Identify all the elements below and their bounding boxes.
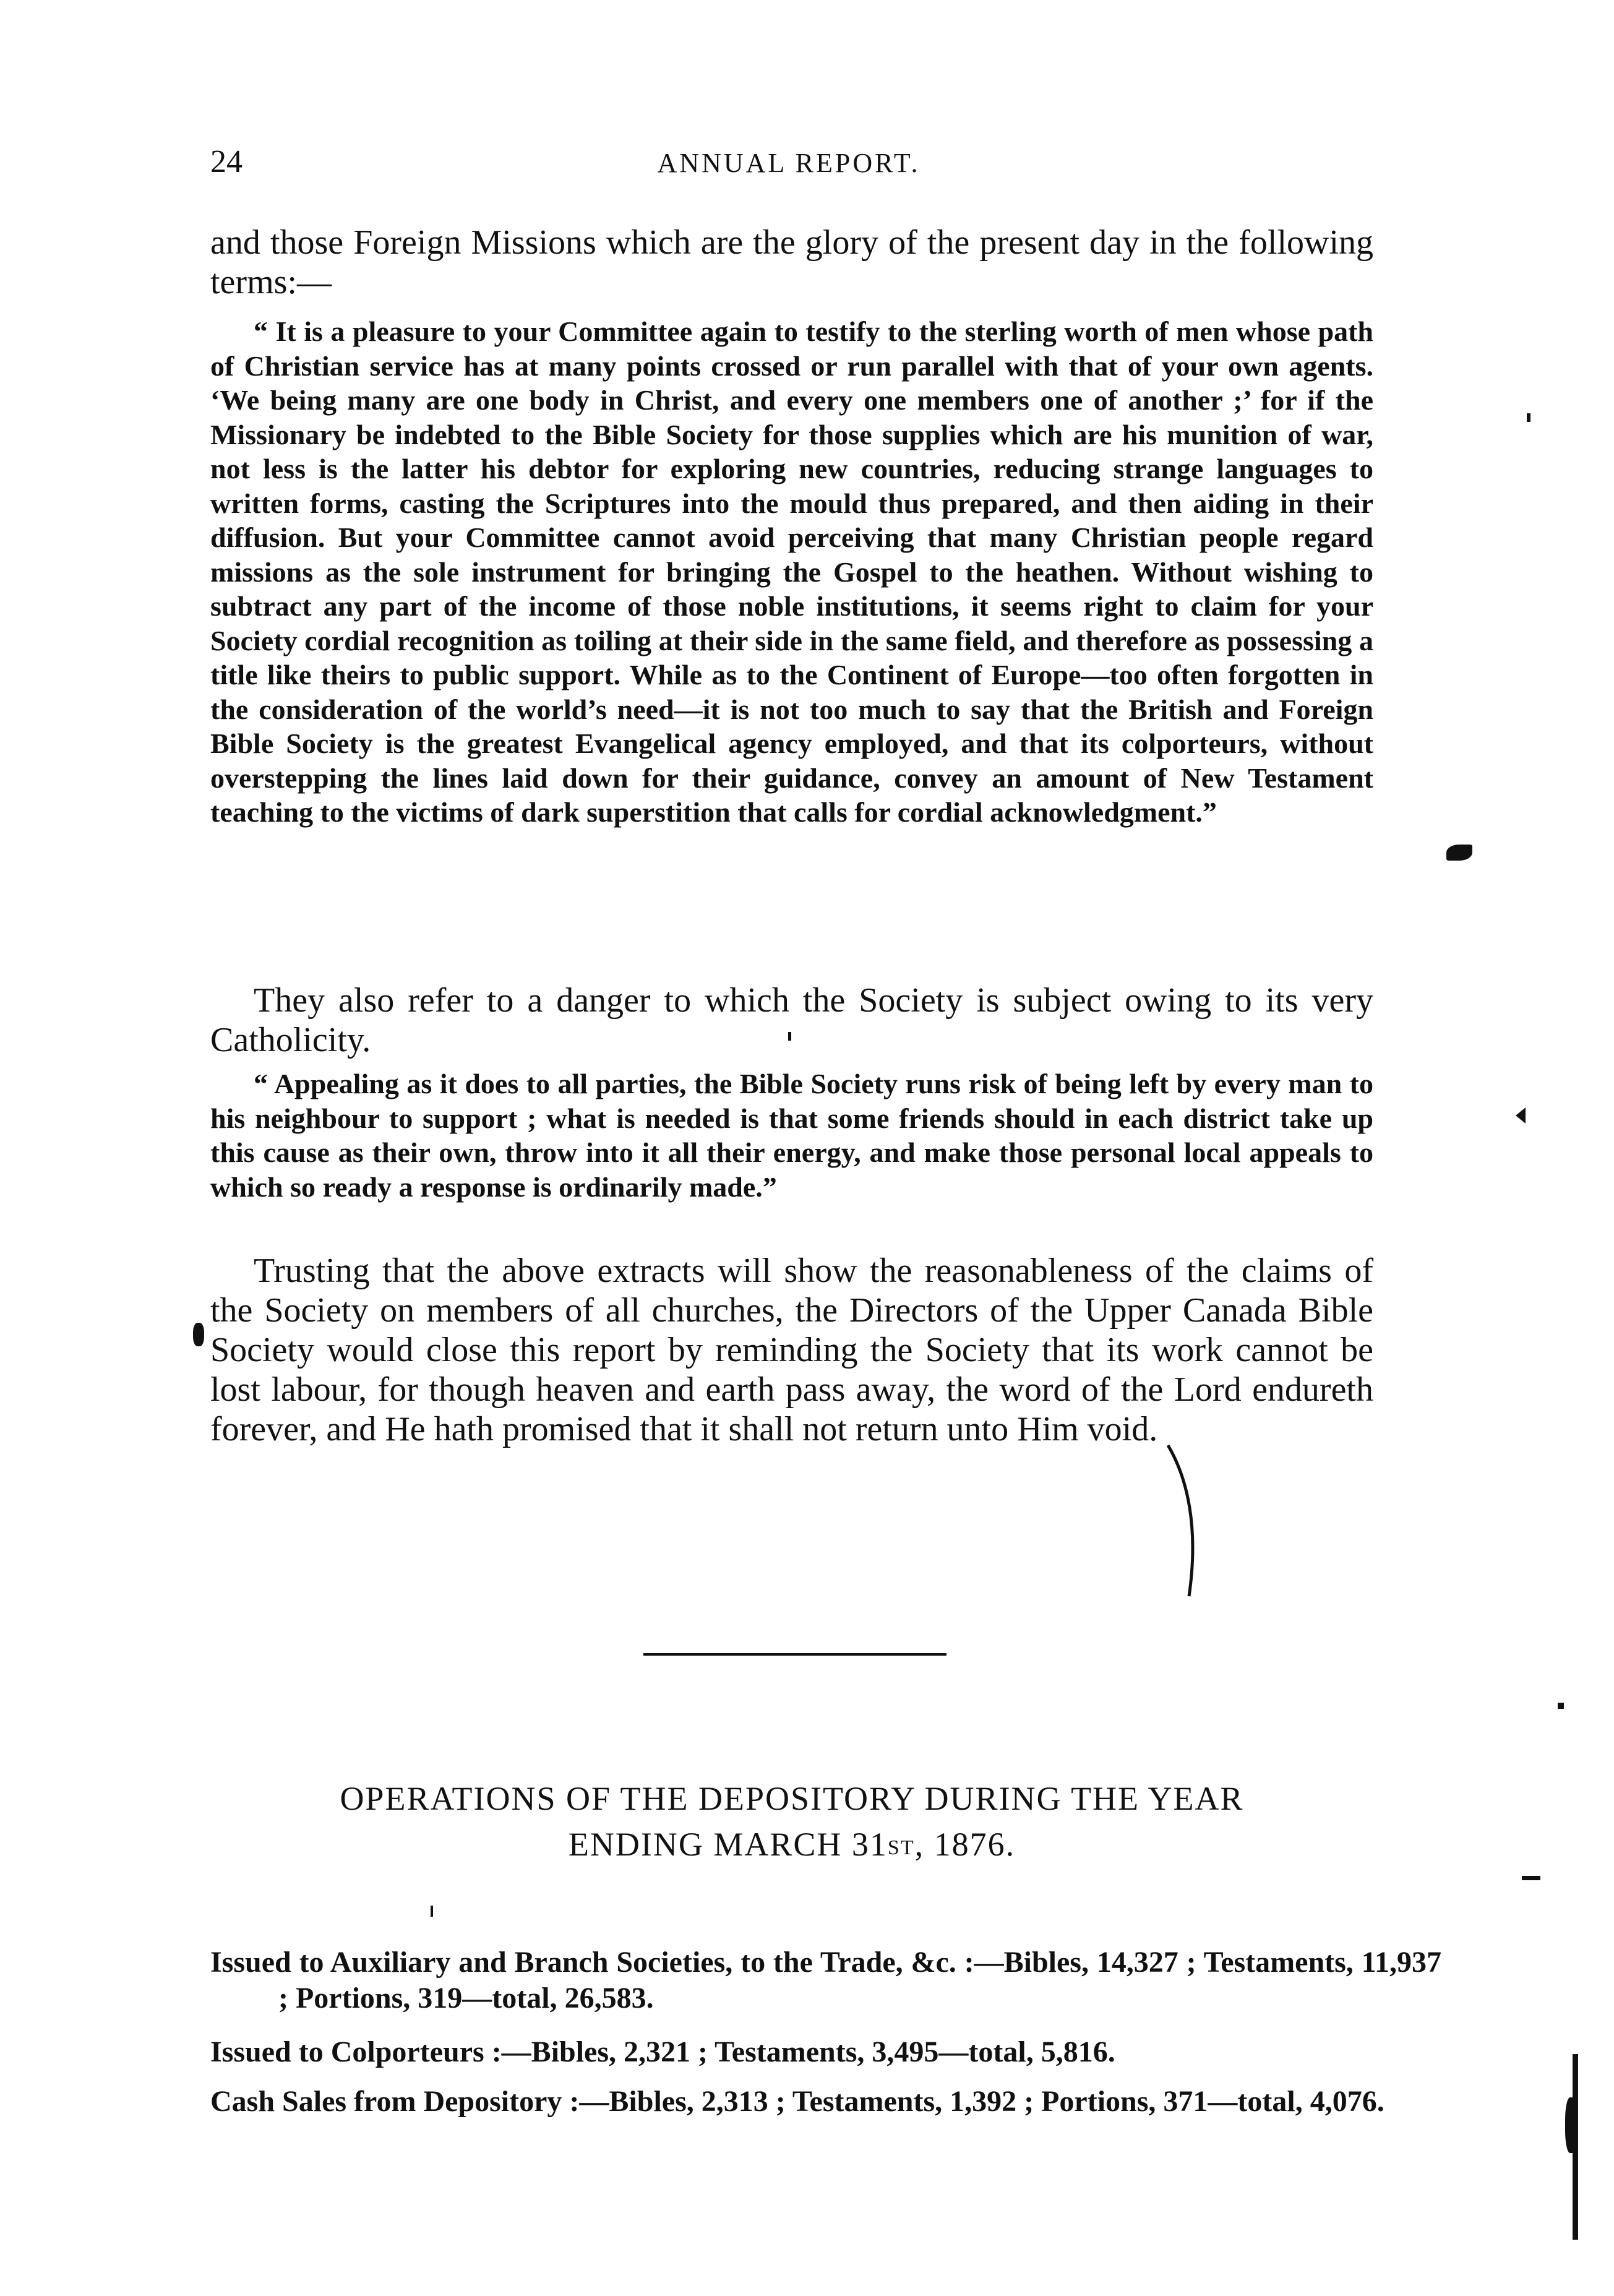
stat-colporteur-issues: Issued to Colporteurs :—Bibles, 2,321 ; Testaments, 3,495—total, 5,816. bbox=[210, 2036, 1115, 2068]
stat-auxiliary-issues: Issued to Auxiliary and Branch Societies, to the Trade, &c. :—Bibles, 14,327 ; Testaments, 11,937 ; Portions, 319—total, 26,583. bbox=[210, 1946, 1441, 2014]
margin-tick-mark bbox=[788, 1032, 791, 1041]
heading-year-text: , 1876. bbox=[914, 1826, 1016, 1863]
appeal-quote: “ Appealing as it does to all parties, the Bible Society runs risk of being left by every man to his neighbour to support ; what is needed is that some friends should in each district take up this cause as their own, throw into it all their energy, and make those personal local appeals to which so ready a response is ordinarily made.” bbox=[210, 1068, 1373, 1203]
page-header bbox=[210, 144, 1367, 193]
page-number: 24 bbox=[210, 144, 243, 179]
intro-paragraph: and those Foreign Missions which are the glory of the present day in the following terms:— bbox=[210, 223, 1373, 301]
committee-quote: “ It is a pleasure to your Committee again to testify to the sterling worth of men whose path of Christian service has at many points crossed or run parallel with that of your own agents. ‘We being many are one body in Christ, and every one members one of another ;’ for if the Missionary be indebted to the Bible Society for those supplies which are his munition of war, not less is the latter his debtor for exploring new countries, reducing strange languages to written forms, casting the Scriptures into the mould thus prepared, and then aiding in their diffusion. But your Committee cannot avoid perceiving that many Christian people regard missions as the sole instrument for bringing the Gospel to the heathen. Without wishing to subtract any part of the income of those noble institutions, it seems right to claim for your Society cordial recognition as toiling at their side in the same field, and therefore as possessing a title like theirs to public support. While as to the Continent of Europe—too often forgotten in the consideration of the world’s need—it is not too much to say that the British and Foreign Bible Society is the greatest Evangelical agency employed, and that its colporteurs, without overstepping the lines laid down for their guidance, convey an amount of New Testament teaching to the victims of dark superstition that calls for cordial acknowledgment.” bbox=[210, 316, 1373, 828]
section-divider bbox=[643, 1653, 947, 1656]
margin-tick-mark bbox=[193, 1323, 204, 1346]
margin-pointer-mark bbox=[1446, 845, 1472, 861]
margin-tick-mark bbox=[1558, 1703, 1564, 1709]
stat-cash-sales: Cash Sales from Depository :—Bibles, 2,313 ; Testaments, 1,392 ; Portions, 371—total, 4,076. bbox=[210, 2085, 1384, 2118]
margin-tick-mark bbox=[1516, 1107, 1526, 1124]
margin-tick-mark bbox=[1527, 413, 1530, 422]
margin-rule-mark bbox=[1565, 2097, 1578, 2153]
section-heading-line2 bbox=[210, 1823, 1373, 1871]
danger-paragraph: They also refer to a danger to which the Society is subject owing to its very Catholicity. bbox=[210, 981, 1373, 1059]
margin-tick-mark bbox=[1522, 1876, 1540, 1880]
running-title: ANNUAL REPORT. bbox=[657, 148, 921, 178]
heading-date-text: ENDING MARCH 31 bbox=[568, 1826, 888, 1863]
section-heading-line1: OPERATIONS OF THE DEPOSITORY DURING THE YEAR bbox=[340, 1780, 1244, 1817]
closing-paragraph: Trusting that the above extracts will show the reasonableness of the claims of the Society on members of all churches, the Directors of the Upper Canada Bible Society would close this report by reminding the Society that its work cannot be lost labour, for though heaven and earth pass away, the word of the Lord endureth forever, and He hath promised that it shall not return unto Him void. bbox=[210, 1252, 1373, 1448]
pencil-bracket-mark bbox=[1163, 1442, 1213, 1602]
heading-date-suffix: ST bbox=[887, 1836, 915, 1859]
margin-tick-mark bbox=[431, 1906, 433, 1917]
